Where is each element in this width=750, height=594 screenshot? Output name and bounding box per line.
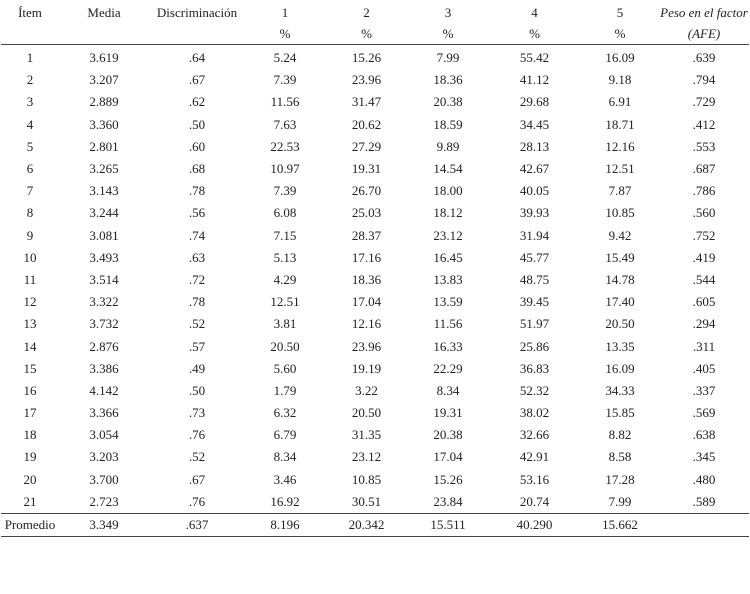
cell-media: 3.619 xyxy=(89,50,119,66)
cell-factor-weight: .639 xyxy=(692,50,716,66)
cell-pct-1: 22.53 xyxy=(270,138,300,154)
cell-pct-3: 7.99 xyxy=(436,50,460,66)
cell-pct-4: 28.13 xyxy=(519,138,550,154)
cell-discrimination: .76 xyxy=(188,427,206,443)
cell-discrimination: .76 xyxy=(188,493,206,509)
cell-pct-2: 23.12 xyxy=(351,449,382,465)
cell-item-number: 15 xyxy=(23,360,37,376)
cell-pct-2: 18.36 xyxy=(351,271,382,287)
cell-factor-weight: .544 xyxy=(692,271,716,287)
cell-pct-4: 48.75 xyxy=(519,271,550,287)
cell-pct-3: 18.36 xyxy=(433,72,463,88)
cell-pct-4: 45.77 xyxy=(519,249,550,265)
header-afe: (AFE) xyxy=(687,26,721,41)
cell-factor-weight: .480 xyxy=(692,471,716,487)
cell-media: 3.732 xyxy=(89,316,119,332)
cell-pct-4: 32.66 xyxy=(519,427,550,443)
table-row xyxy=(1,269,749,291)
cell-media: 4.142 xyxy=(89,382,119,398)
cell-discrimination: .73 xyxy=(188,405,206,421)
cell-discrimination: .74 xyxy=(188,227,206,243)
cell-pct-2: 19.31 xyxy=(351,161,382,177)
cell-pct-5: 18.71 xyxy=(605,116,635,132)
cell-pct-4: 29.68 xyxy=(519,94,550,110)
cell-discrimination: .62 xyxy=(188,94,206,110)
cell-pct-3: 18.00 xyxy=(433,183,463,199)
cell-pct-4: 55.42 xyxy=(519,50,550,66)
table-row xyxy=(1,91,749,113)
cell-discrimination: .64 xyxy=(188,50,206,66)
cell-pct-5: 16.09 xyxy=(605,360,635,376)
table-row xyxy=(1,202,749,224)
cell-discrimination: .49 xyxy=(188,360,206,376)
header-row-1 xyxy=(1,0,749,24)
cell-pct-1: 12.51 xyxy=(270,294,300,310)
cell-media: 3.265 xyxy=(89,161,119,177)
cell-pct-2: 19.19 xyxy=(351,360,382,376)
cell-pct-5: 9.42 xyxy=(608,227,632,243)
cell-pct-1: 5.60 xyxy=(273,360,297,376)
footer-pct-3: 15.511 xyxy=(430,516,466,532)
cell-pct-2: 12.16 xyxy=(351,316,382,332)
header-percent-1: % xyxy=(279,26,291,41)
cell-item-number: 19 xyxy=(23,449,37,465)
cell-pct-2: 26.70 xyxy=(351,183,382,199)
cell-pct-3: 18.59 xyxy=(433,116,463,132)
header-option-5: 5 xyxy=(616,5,624,20)
header-percent-2: % xyxy=(361,26,372,41)
cell-pct-2: 27.29 xyxy=(351,138,382,154)
cell-pct-1: 7.39 xyxy=(273,183,297,199)
cell-pct-5: 12.51 xyxy=(605,161,635,177)
cell-pct-4: 41.12 xyxy=(519,72,550,88)
cell-pct-3: 13.59 xyxy=(433,294,463,310)
table-row xyxy=(1,158,749,180)
cell-pct-3: 11.56 xyxy=(433,316,463,332)
footer-label: Promedio xyxy=(4,516,56,532)
cell-pct-3: 17.04 xyxy=(433,449,463,465)
cell-item-number: 20 xyxy=(23,471,37,487)
cell-pct-3: 23.12 xyxy=(433,227,463,243)
cell-pct-5: 14.78 xyxy=(605,271,635,287)
header-percent-3: % xyxy=(442,26,454,41)
cell-media: 3.207 xyxy=(89,72,119,88)
cell-pct-3: 18.12 xyxy=(433,205,463,221)
cell-discrimination: .60 xyxy=(188,138,206,154)
table-row xyxy=(1,313,749,335)
cell-pct-2: 15.26 xyxy=(351,50,382,66)
cell-pct-3: 19.31 xyxy=(433,405,463,421)
table-row xyxy=(1,180,749,202)
cell-pct-1: 6.32 xyxy=(273,405,297,421)
cell-pct-4: 39.45 xyxy=(519,294,550,310)
cell-pct-1: 7.39 xyxy=(273,72,297,88)
cell-discrimination: .52 xyxy=(188,316,206,332)
cell-item-number: 3 xyxy=(26,94,34,110)
cell-pct-5: 9.18 xyxy=(608,72,632,88)
header-blank xyxy=(59,24,149,45)
header-item: Ítem xyxy=(18,5,42,20)
cell-pct-2: 23.96 xyxy=(351,72,382,88)
cell-item-number: 9 xyxy=(26,227,34,243)
cell-media: 3.514 xyxy=(89,271,119,287)
cell-pct-1: 4.29 xyxy=(273,271,297,287)
cell-media: 2.889 xyxy=(89,94,119,110)
footer-pct-1: 8.196 xyxy=(270,516,300,532)
table-row xyxy=(1,45,749,70)
cell-discrimination: .78 xyxy=(188,294,206,310)
cell-pct-2: 23.96 xyxy=(351,338,382,354)
footer-discrimination: .637 xyxy=(185,516,209,532)
cell-factor-weight: .345 xyxy=(692,449,716,465)
cell-pct-1: 3.46 xyxy=(273,471,297,487)
cell-item-number: 14 xyxy=(23,338,37,354)
cell-media: 3.386 xyxy=(89,360,119,376)
table-row xyxy=(1,424,749,446)
footer-pct-4: 40.290 xyxy=(516,516,553,532)
cell-pct-1: 1.79 xyxy=(273,382,297,398)
cell-pct-3: 9.89 xyxy=(436,138,460,154)
cell-pct-2: 28.37 xyxy=(351,227,382,243)
cell-factor-weight: .605 xyxy=(692,294,716,310)
cell-item-number: 2 xyxy=(26,72,34,88)
cell-factor-weight: .752 xyxy=(692,227,716,243)
cell-item-number: 16 xyxy=(23,382,37,398)
cell-pct-5: 7.87 xyxy=(608,183,632,199)
cell-item-number: 18 xyxy=(23,427,37,443)
table-row xyxy=(1,291,749,313)
cell-item-number: 13 xyxy=(23,316,37,332)
cell-item-number: 12 xyxy=(23,294,37,310)
table-footer xyxy=(1,513,749,536)
cell-factor-weight: .589 xyxy=(692,493,716,509)
cell-pct-1: 6.79 xyxy=(273,427,297,443)
cell-media: 3.081 xyxy=(89,227,119,243)
cell-pct-4: 42.91 xyxy=(519,449,550,465)
cell-pct-1: 3.81 xyxy=(273,316,297,332)
cell-pct-5: 20.50 xyxy=(605,316,635,332)
cell-discrimination: .50 xyxy=(188,116,206,132)
cell-factor-weight: .412 xyxy=(692,116,716,132)
cell-factor-weight: .687 xyxy=(692,161,716,177)
cell-pct-1: 6.08 xyxy=(273,205,297,221)
cell-pct-4: 52.32 xyxy=(519,382,550,398)
table-row xyxy=(1,335,749,357)
cell-pct-1: 8.34 xyxy=(273,449,297,465)
cell-factor-weight: .405 xyxy=(692,360,716,376)
cell-pct-4: 42.67 xyxy=(519,161,550,177)
cell-media: 2.801 xyxy=(89,138,119,154)
table-row xyxy=(1,247,749,269)
cell-pct-3: 13.83 xyxy=(433,271,463,287)
cell-discrimination: .67 xyxy=(188,471,206,487)
cell-pct-4: 20.74 xyxy=(519,493,550,509)
cell-factor-weight: .419 xyxy=(692,249,716,265)
table-row xyxy=(1,469,749,491)
average-row xyxy=(1,513,749,536)
cell-discrimination: .56 xyxy=(188,205,206,221)
cell-media: 3.054 xyxy=(89,427,119,443)
cell-pct-4: 39.93 xyxy=(519,205,550,221)
header-percent-4: % xyxy=(529,26,540,41)
cell-pct-2: 20.50 xyxy=(351,405,382,421)
cell-pct-5: 17.28 xyxy=(605,471,635,487)
cell-media: 3.203 xyxy=(89,449,119,465)
cell-discrimination: .72 xyxy=(188,271,206,287)
header-media: Media xyxy=(87,5,121,20)
cell-factor-weight: .294 xyxy=(692,316,716,332)
cell-item-number: 21 xyxy=(23,493,37,509)
cell-pct-4: 34.45 xyxy=(519,116,550,132)
cell-pct-3: 23.84 xyxy=(433,493,463,509)
cell-factor-weight: .569 xyxy=(692,405,716,421)
cell-media: 3.493 xyxy=(89,249,119,265)
cell-pct-5: 8.58 xyxy=(608,449,632,465)
cell-item-number: 4 xyxy=(26,116,34,132)
cell-discrimination: .68 xyxy=(188,161,206,177)
cell-pct-4: 38.02 xyxy=(519,405,550,421)
cell-pct-1: 20.50 xyxy=(270,338,300,354)
cell-pct-5: 8.82 xyxy=(608,427,632,443)
cell-media: 3.143 xyxy=(89,183,119,199)
cell-pct-3: 20.38 xyxy=(433,427,463,443)
cell-pct-3: 14.54 xyxy=(433,161,463,177)
cell-media: 3.244 xyxy=(89,205,119,221)
cell-pct-2: 3.22 xyxy=(355,382,378,398)
header-option-2: 2 xyxy=(363,5,370,20)
cell-pct-4: 36.83 xyxy=(519,360,550,376)
cell-pct-5: 15.85 xyxy=(605,405,635,421)
cell-item-number: 5 xyxy=(26,138,34,154)
cell-factor-weight: .786 xyxy=(692,183,716,199)
header-blank xyxy=(1,24,59,45)
cell-item-number: 8 xyxy=(26,205,34,221)
cell-media: 3.360 xyxy=(89,116,119,132)
cell-pct-2: 17.04 xyxy=(351,294,382,310)
footer-pct-5: 15.662 xyxy=(602,516,638,532)
cell-factor-weight: .638 xyxy=(692,427,716,443)
header-option-3: 3 xyxy=(444,5,452,20)
cell-pct-1: 5.13 xyxy=(273,249,297,265)
cell-pct-1: 10.97 xyxy=(270,161,300,177)
cell-media: 2.723 xyxy=(89,493,119,509)
table-row xyxy=(1,491,749,514)
cell-pct-5: 34.33 xyxy=(605,382,635,398)
header-option-1: 1 xyxy=(281,5,289,20)
cell-pct-1: 16.92 xyxy=(270,493,300,509)
cell-item-number: 1 xyxy=(26,50,34,66)
cell-pct-2: 30.51 xyxy=(351,493,382,509)
table-row xyxy=(1,136,749,158)
cell-item-number: 10 xyxy=(23,249,37,265)
table-row xyxy=(1,69,749,91)
cell-item-number: 7 xyxy=(26,183,34,199)
cell-factor-weight: .794 xyxy=(692,72,716,88)
cell-pct-3: 20.38 xyxy=(433,94,463,110)
cell-pct-5: 15.49 xyxy=(605,249,635,265)
cell-factor-weight: .311 xyxy=(692,338,716,354)
header-percent-5: % xyxy=(614,26,626,41)
cell-pct-1: 11.56 xyxy=(270,94,300,110)
cell-pct-3: 16.33 xyxy=(433,338,463,354)
cell-pct-2: 25.03 xyxy=(351,205,382,221)
table-row xyxy=(1,446,749,468)
cell-pct-1: 7.63 xyxy=(273,116,297,132)
cell-pct-5: 12.16 xyxy=(605,138,635,154)
cell-pct-2: 31.35 xyxy=(351,427,382,443)
cell-media: 3.366 xyxy=(89,405,119,421)
header-blank xyxy=(149,24,245,45)
cell-media: 2.876 xyxy=(89,338,119,354)
cell-pct-5: 16.09 xyxy=(605,50,635,66)
cell-pct-5: 13.35 xyxy=(605,338,635,354)
header-factor-weight: Peso en el factor xyxy=(660,5,748,20)
cell-item-number: 6 xyxy=(26,161,34,177)
table-row xyxy=(1,380,749,402)
cell-pct-5: 7.99 xyxy=(608,493,632,509)
cell-discrimination: .63 xyxy=(188,249,206,265)
cell-item-number: 11 xyxy=(23,271,37,287)
footer-pct-2: 20.342 xyxy=(348,516,385,532)
table-body xyxy=(1,45,749,514)
cell-pct-4: 40.05 xyxy=(519,183,550,199)
cell-media: 3.322 xyxy=(89,294,119,310)
header-option-4: 4 xyxy=(531,5,538,20)
cell-discrimination: .57 xyxy=(188,338,206,354)
cell-factor-weight: .553 xyxy=(692,138,716,154)
cell-pct-3: 22.29 xyxy=(433,360,463,376)
table-row xyxy=(1,114,749,136)
cell-pct-3: 8.34 xyxy=(436,382,460,398)
cell-pct-4: 25.86 xyxy=(519,338,550,354)
footer-media: 3.349 xyxy=(89,516,119,532)
table-header xyxy=(1,0,749,45)
header-discrimination: Discriminación xyxy=(156,5,238,20)
table-row xyxy=(1,225,749,247)
cell-pct-5: 10.85 xyxy=(605,205,635,221)
footer-weight xyxy=(659,513,749,536)
cell-media: 3.700 xyxy=(89,471,119,487)
cell-pct-2: 31.47 xyxy=(351,94,382,110)
cell-pct-5: 17.40 xyxy=(605,294,635,310)
cell-factor-weight: .337 xyxy=(692,382,716,398)
cell-pct-4: 31.94 xyxy=(519,227,550,243)
cell-pct-3: 16.45 xyxy=(433,249,463,265)
header-row-2 xyxy=(1,24,749,45)
table-row xyxy=(1,358,749,380)
cell-pct-1: 7.15 xyxy=(273,227,297,243)
cell-pct-3: 15.26 xyxy=(433,471,463,487)
cell-pct-4: 51.97 xyxy=(519,316,550,332)
table-row xyxy=(1,402,749,424)
cell-pct-5: 6.91 xyxy=(608,94,632,110)
cell-pct-1: 5.24 xyxy=(273,50,297,66)
cell-item-number: 17 xyxy=(23,405,37,421)
cell-discrimination: .78 xyxy=(188,183,206,199)
cell-discrimination: .52 xyxy=(188,449,206,465)
cell-pct-4: 53.16 xyxy=(519,471,550,487)
item-statistics-table xyxy=(1,0,749,537)
cell-pct-2: 17.16 xyxy=(351,249,382,265)
cell-factor-weight: .729 xyxy=(692,94,716,110)
cell-discrimination: .50 xyxy=(188,382,206,398)
cell-pct-2: 10.85 xyxy=(351,471,382,487)
cell-factor-weight: .560 xyxy=(692,205,716,221)
cell-pct-2: 20.62 xyxy=(351,116,382,132)
cell-discrimination: .67 xyxy=(188,72,206,88)
